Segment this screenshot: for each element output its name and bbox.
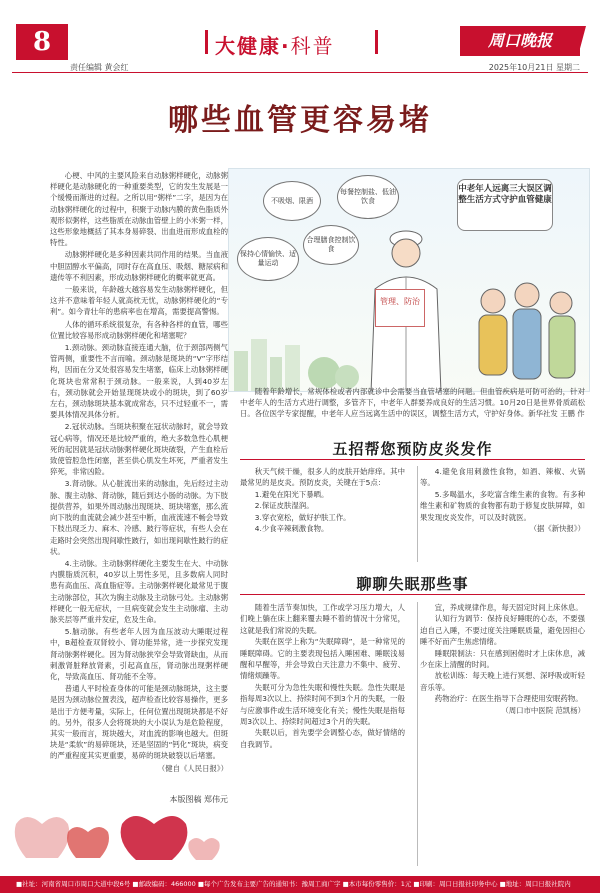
- page-number: 8: [16, 24, 68, 60]
- paragraph: 5.多喝温水，多吃富含维生素的食物。有多种维生素和矿物质的食物都有助于修复皮肤屏障，如果发现皮炎发作，可以及时就医。: [420, 489, 585, 522]
- article-source: （据《新快报》）: [529, 524, 585, 534]
- paragraph: 秋天气候干燥，很多人的皮肤开始痒痒。其中最常见的是皮炎。预防皮炎，关键在于5点：: [240, 467, 405, 488]
- paragraph: 2.保证皮肤湿润。: [254, 501, 314, 511]
- editor-line: 责任编辑 黄会红: [70, 63, 129, 72]
- title-rule: [240, 459, 585, 460]
- paragraph: 药物治疗：在医生指导下合理使用安眠药物。: [434, 694, 583, 704]
- cartoon-caption: 随着年龄增长，常规体检或者内部就诊中会需要当血管堵塞的问题。但血管疾病是可防可治的，针对中老年人的生活方式进行调整，多管齐下，中老年人群要养成良好的生活习惯。10月20日是世界骨质疏松日。各位医学专家提醒，中老年人应当远离生活中的误区，调整生活方式，守护好身体。新华社发 王鹏 作: [240, 387, 585, 418]
- newspaper-logo: 周口晚报: [460, 26, 580, 56]
- paragraph: 睡眠限制法：只在感到困倦时才上床休息，减少在床上清醒的时间。: [420, 648, 585, 670]
- article-dermatitis: [240, 466, 585, 566]
- paragraph: 1.避免在阳光下暴晒。: [254, 489, 329, 499]
- paragraph: 失眠可分为急性失眠和慢性失眠。急性失眠是指每周3次以上、持续时间不到3个月的失眠，一般与应激事件或生活环境变化有关；慢性失眠是指每周3次以上、持续时间超过3个月的失眠。: [240, 682, 405, 727]
- title-bar-right: [375, 30, 378, 54]
- paragraph: 2.冠状动脉。当斑块积聚在冠状动脉时，就会导致冠心病等，情况还是比较严重的，绝大多数急性心肌梗死的起因就是冠状动脉粥样硬化斑块破裂，产生血栓后致使管腔急性闭塞，甚至供心肌发生坏死，严重者发生猝死，非常凶险。: [50, 422, 228, 477]
- title-bar-left: [205, 30, 208, 54]
- city-skyline-icon: [229, 321, 369, 391]
- main-headline: 哪些血管更容易堵: [168, 103, 432, 138]
- paragraph: 心梗、中风的主要风险来自动脉粥样硬化，动脉粥样硬化是动脉硬化的一种重要类型，它的发生发展是一个缓慢而渐进的过程。之所以用“粥样”二字，是因为在动脉粥样硬化的过程中，积聚于动脉内膜的黄色脂质外观形似粥样，这些脂质在动脉血管壁上的小米粥一样，这些形象地概括了其本身易碎裂、出血进而形成血栓的特性。: [50, 171, 228, 248]
- paragraph: 5.脑动脉。有些老年人因为血压波动大睡眠过程中，B超检查双肾较小、肾功能异常，进一步探究发现肾动脉粥样硬化。因为肾动脉狭窄会导致肾缺血，从而刺激肾脏释放肾素，引起高血压，肾动脉出现粥样硬化，导致高血压、肾功能不全等。: [50, 627, 228, 681]
- article-blood-vessels: [50, 170, 228, 806]
- tip-bubble: 合理膳食控制饮食: [303, 225, 359, 265]
- paragraph: 失眠以后，首先要学会调整心态，做好情绪的自我调节。: [240, 728, 405, 749]
- paragraph: 随着生活节奏加快，工作或学习压力增大，人们晚上躺在床上翻来覆去睡不着的情况十分常见，这就是我们常说的失眠。: [240, 603, 405, 635]
- health-cartoon: [228, 168, 590, 392]
- paragraph: 3.穿衣宽松，做好护肤工作。: [254, 512, 351, 522]
- elderly-people-icon: [463, 261, 583, 391]
- paragraph: 认知行为调节：保持良好睡眠的心态，不要强迫自己入睡，不要过度关注睡眠质量，避免因担心睡不好而产生焦虑情绪。: [420, 614, 585, 647]
- footer-bar: ■社址：河南省周口市周口大道中段6号 ■邮政编码：466000 ■每个广告发布主要广告的通知书：豫周工商广字 ■本市每份零售价：1元 ■印刷：周口日报社印务中心 ■地址：周口日报社院内: [0, 876, 600, 893]
- title-rule: [240, 594, 585, 595]
- article-insomnia-title: 聊聊失眠那些事: [356, 575, 469, 593]
- paragraph: 4.避免食用刺激性食物，如酒、辣椒、火锅等。: [420, 467, 585, 488]
- paragraph: 人体的循环系统很复杂，有各种各样的血管，哪些位置比较容易形成动脉粥样硬化和堵塞呢？: [50, 319, 228, 340]
- paragraph: 4.少食辛辣刺激食物。: [254, 524, 329, 534]
- column-divider: [417, 602, 418, 866]
- image-credit: 本版图稿 郑伟元: [169, 794, 228, 804]
- issue-date: 2025年10月21日 星期二: [488, 63, 580, 72]
- article-dermatitis-title: 五招帮您预防皮炎发作: [332, 440, 493, 458]
- masthead: [0, 0, 600, 72]
- section-title: 大健康·科普: [215, 34, 335, 58]
- paragraph: 3.肾动脉。从心脏流出来的动脉血，先后经过主动脉、腹主动脉、肾动脉，随后到达小肠的动脉。为下肢提供营养，如果外周动脉出现斑块、斑块堵塞，那么流向下肢的血流就会减少甚至中断，血液流速不畅会导致下肢出现乏力、麻木、冷感、跛行等症状，有些人会在走路时会突然出现间歇性跛行，如出现间歇性跛行的症状。: [50, 479, 228, 556]
- article-insomnia: [240, 602, 585, 870]
- paragraph: 普通人平时检查身体的可能是颈动脉斑块，这主要是因为颈动脉位置表浅，超声检查比较容易操作，更多是出于方便考量，实际上，任何位置出现斑块都是不好的。另外，很多人会将斑块的大小误认为是危险程度，其实一般而言，斑块越大，对血流的影响也越大。但斑块是“柔软”的易碎斑块，还是坚固的“钙化”斑块，病变的严重程度其实更重要，易碎的斑块破裂以后堵塞。: [50, 684, 228, 761]
- tip-bubble: 每餐控制盐、低油饮食: [337, 175, 399, 219]
- health-sign: 管理、防治: [375, 289, 425, 327]
- paragraph: 一般来说，年龄越大越容易发生动脉粥样硬化，但这并不意味着年轻人就高枕无忧，动脉粥样硬化的“专利”。如今青壮年的患病率也在增高，需要提高警惕。: [50, 285, 228, 317]
- paragraph: 放松训练：每天晚上进行冥想、深呼吸或听轻音乐等。: [420, 671, 585, 692]
- tip-bubble: 保持心情愉快、适量运动: [237, 237, 299, 281]
- article-source: （周口市中医院 范凯杨）: [501, 705, 585, 715]
- paragraph: 4.主动脉。主动脉粥样硬化主要发生在大、中动脉内膜脂质沉积，40岁以上男性多见，且多数病人同时患有高血压、高血脂症等。主动脉粥样硬化最常见于腹主动脉部位，其次为胸主动脉及主动脉弓处。主动脉粥样硬化一般无症状，一旦病变就会发生主动脉瘤、主动脉夹层等严重并发症，危及生命。: [50, 558, 228, 624]
- paragraph: 动脉粥样硬化是多种因素共同作用的结果。当血液中胆固醇水平偏高，同时存在高血压、吸烟、糖尿病和遗传等不利因素，形成动脉粥样硬化的概率就更高。: [50, 250, 228, 282]
- hearts-decoration-icon: [6, 800, 236, 860]
- paragraph: 宜，养成规律作息，每天固定时间上床休息。: [434, 603, 583, 612]
- paragraph: 失眠在医学上称为“失眠障碍”，是一种常见的睡眠障碍。它的主要表现包括入睡困难、睡眠浅易醒和早醒等，并会导致白天注意力不集中、疲劳、情绪烦躁等。: [240, 637, 405, 681]
- column-divider: [417, 466, 418, 562]
- header-rule: [12, 72, 588, 73]
- article-source: （健自《人民日报》）: [157, 763, 228, 773]
- paragraph: 1.颈动脉。颈动脉直接连通大脑，位于颈部两侧气管两侧，重要性不言而喻。颈动脉是斑块的“V”字形结构，因而在分叉处很容易发生堵塞，临床上动脉粥样硬化斑块也常常积于颈动脉。一般来说，人到40岁左右，颈动脉就会开始显现斑块或小的斑块，到了60岁左右，颈动脉斑块基本就成常态，只不过轻重不一，需要具体情况具体分析。: [50, 343, 228, 420]
- tip-bubble: 不吸烟、限酒: [263, 181, 321, 221]
- cartoon-banner: 中老年人远离三大误区调整生活方式守护血管健康: [457, 179, 553, 231]
